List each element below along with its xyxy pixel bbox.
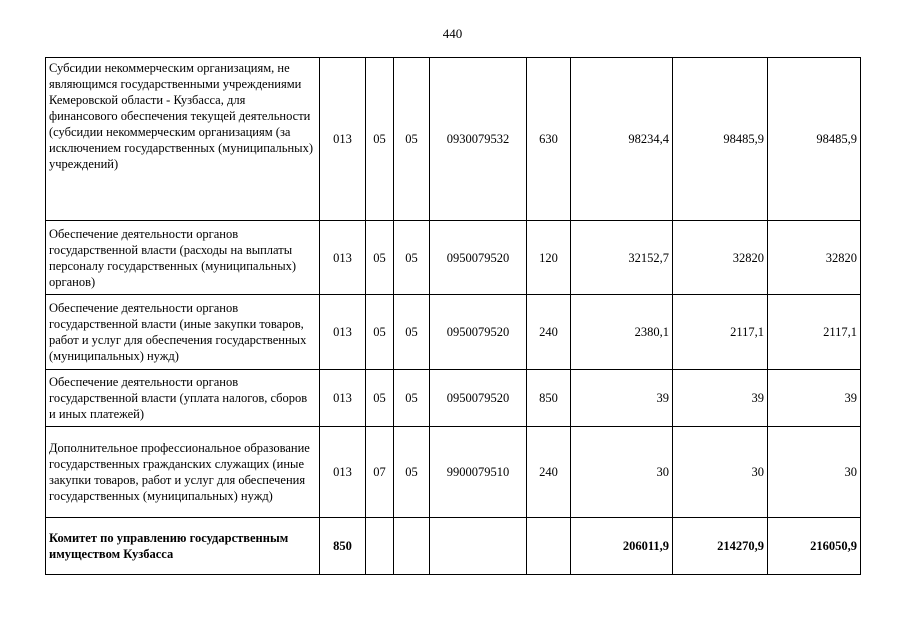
amount-1-cell: 2380,1: [571, 295, 673, 370]
ministry-code-cell: 850: [320, 518, 366, 575]
target-article-cell: 9900079510: [430, 427, 527, 518]
amount-1-cell: 32152,7: [571, 221, 673, 295]
ministry-code-cell: 013: [320, 427, 366, 518]
amount-1-cell: 30: [571, 427, 673, 518]
table-row: [46, 295, 861, 370]
table-row: [46, 58, 861, 221]
expense-type-cell: 240: [527, 427, 571, 518]
subsection-code-cell: 05: [394, 370, 430, 427]
page-number: 440: [442, 26, 463, 41]
target-article-cell: 0950079520: [430, 370, 527, 427]
row-name-cell: Комитет по управлению государственным имуществом Кузбасса: [46, 518, 320, 575]
amount-3-cell: 98485,9: [768, 58, 861, 221]
row-name-cell: Субсидии некоммерческим организациям, не являющимся государственными учреждениями Кемеровской области - Кузбасса, для финансового обеспечения текущей деятельности (субсидии некоммерческим организациям (за исключением государственных (муниципальных) учреждений): [46, 58, 320, 221]
ministry-code-cell: 013: [320, 370, 366, 427]
ministry-code-cell: 013: [320, 58, 366, 221]
ministry-code-cell: 013: [320, 221, 366, 295]
table-row: [46, 221, 861, 295]
amount-2-cell: 39: [673, 370, 768, 427]
amount-1-cell: 98234,4: [571, 58, 673, 221]
section-code-cell: 07: [366, 427, 394, 518]
amount-2-cell: 214270,9: [673, 518, 768, 575]
row-name-cell: Обеспечение деятельности органов государственной власти (расходы на выплаты персоналу государственных (муниципальных) органов): [46, 221, 320, 295]
target-article-cell: 0950079520: [430, 295, 527, 370]
section-code-cell: 05: [366, 58, 394, 221]
section-code-cell: 05: [366, 370, 394, 427]
amount-3-cell: 30: [768, 427, 861, 518]
subsection-code-cell: 05: [394, 427, 430, 518]
ministry-code-cell: 013: [320, 295, 366, 370]
row-name-cell: Обеспечение деятельности органов государственной власти (уплата налогов, сборов и иных платежей): [46, 370, 320, 427]
subsection-code-cell: 05: [394, 221, 430, 295]
subsection-code-cell: 05: [394, 58, 430, 221]
amount-3-cell: 39: [768, 370, 861, 427]
expense-type-cell: 850: [527, 370, 571, 427]
table-row: [46, 370, 861, 427]
table-row: [46, 427, 861, 518]
expense-type-cell: 240: [527, 295, 571, 370]
amount-2-cell: 30: [673, 427, 768, 518]
section-code-cell: 05: [366, 221, 394, 295]
amount-2-cell: 2117,1: [673, 295, 768, 370]
expense-type-cell: 120: [527, 221, 571, 295]
target-article-cell: 0930079532: [430, 58, 527, 221]
amount-3-cell: 216050,9: [768, 518, 861, 575]
row-name-cell: Обеспечение деятельности органов государственной власти (иные закупки товаров, работ и услуг для обеспечения государственных (муниципальных) нужд): [46, 295, 320, 370]
target-article-cell: 0950079520: [430, 221, 527, 295]
expense-type-cell: 630: [527, 58, 571, 221]
amount-2-cell: 32820: [673, 221, 768, 295]
section-code-cell: 05: [366, 295, 394, 370]
section-code-cell: [366, 518, 394, 575]
row-name-cell: Дополнительное профессиональное образование государственных гражданских служащих (иные закупки товаров, работ и услуг для обеспечения государственных (муниципальных) нужд): [46, 427, 320, 518]
subsection-code-cell: [394, 518, 430, 575]
table-row: [46, 518, 861, 575]
amount-1-cell: 206011,9: [571, 518, 673, 575]
amount-3-cell: 2117,1: [768, 295, 861, 370]
expense-type-cell: [527, 518, 571, 575]
target-article-cell: [430, 518, 527, 575]
amount-2-cell: 98485,9: [673, 58, 768, 221]
subsection-code-cell: 05: [394, 295, 430, 370]
amount-1-cell: 39: [571, 370, 673, 427]
amount-3-cell: 32820: [768, 221, 861, 295]
budget-table: [45, 57, 861, 575]
